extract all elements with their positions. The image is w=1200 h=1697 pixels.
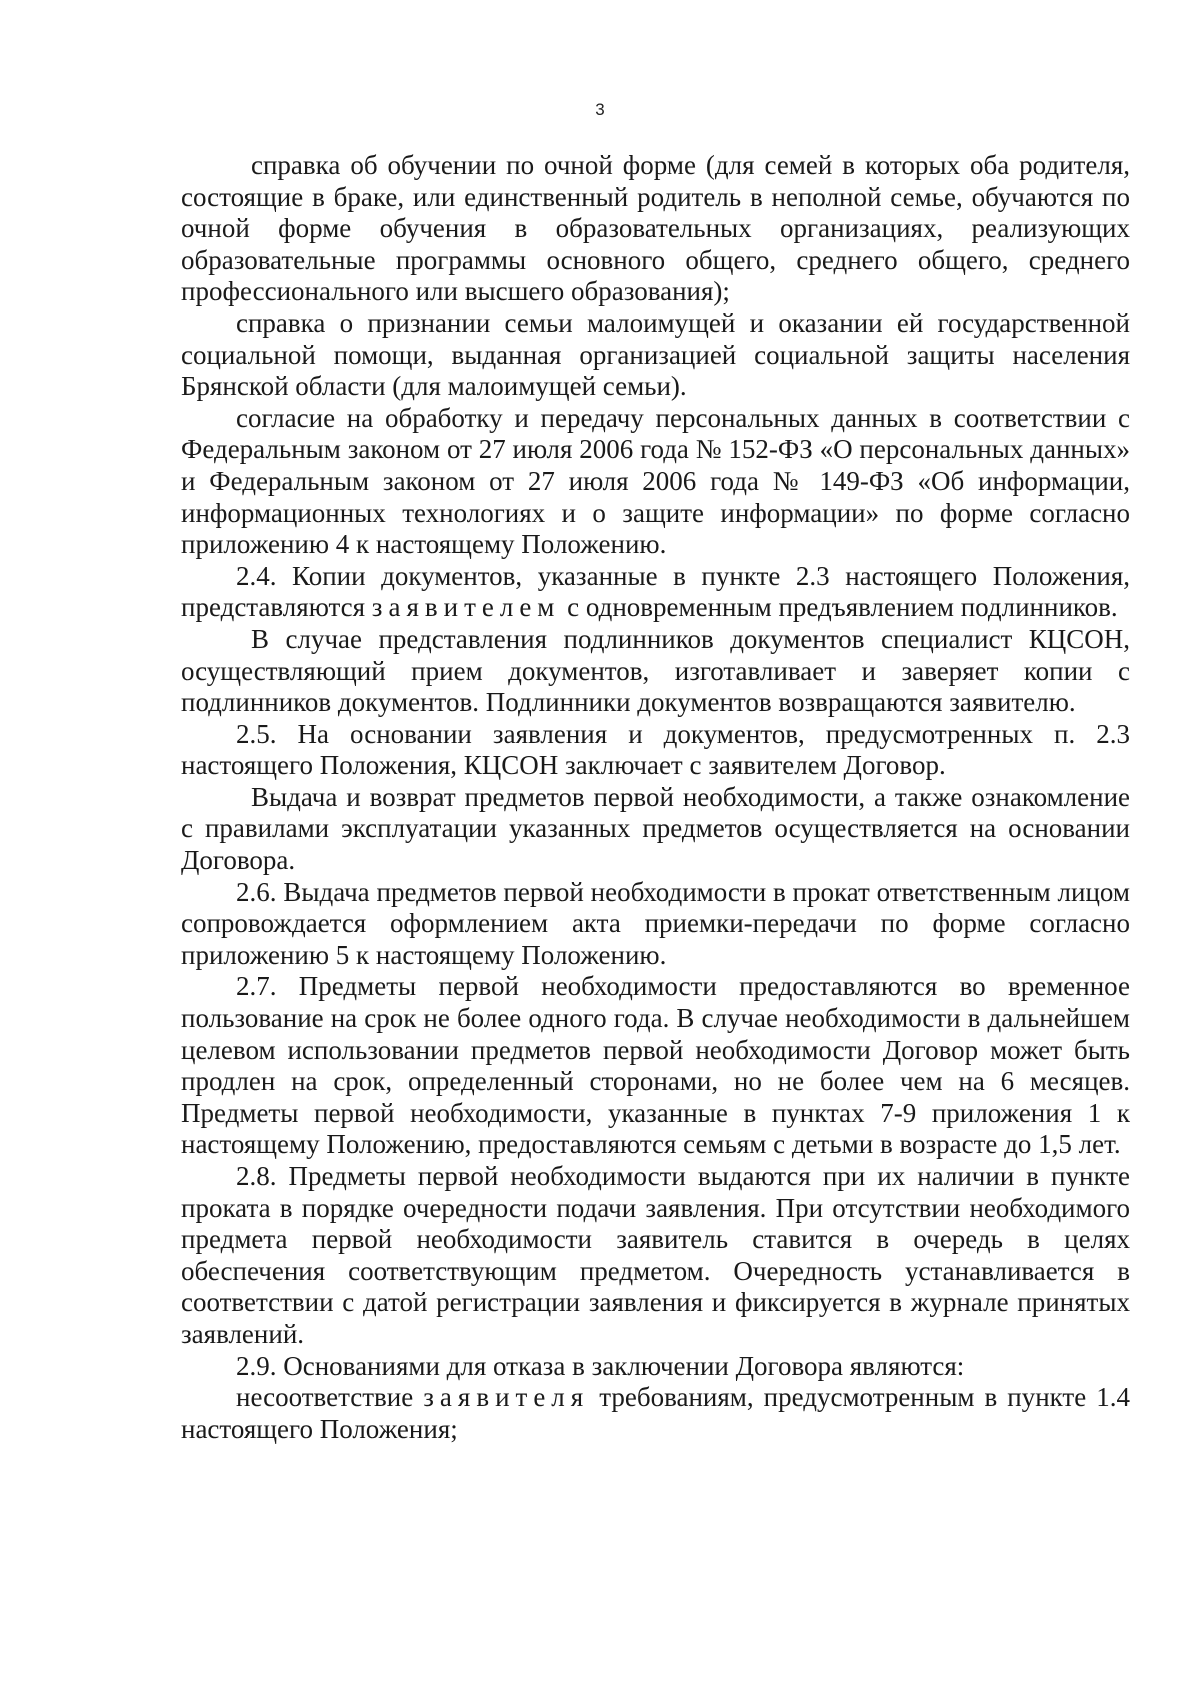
paragraph-certificate-education: справка об обучении по очной форме (для семей в которых оба родителя, состоящие в браке, или единственный родитель в неполной семье, обучаются по очной форме обучения в образовательных организациях, реализующих образовательные программы основного общего, среднего общего, среднего профессионального или высшего образования); (181, 150, 1130, 307)
document-body (181, 150, 1130, 1445)
paragraph-certificate-low-income: справка о признании семьи малоимущей и оказании ей государственной социальной помощи, выданная организацией социальной защиты населения Брянской области (для малоимущей семьи). (181, 307, 1130, 402)
paragraph-2-5: 2.5. На основании заявления и документов, предусмотренных п. 2.3 настоящего Положения, КЦСОН заключает с заявителем Договор. (181, 718, 1130, 781)
paragraph-2-4-applicant: заявителем (371, 592, 561, 623)
refusal-item-part-1: несоответствие (236, 1382, 424, 1413)
page-number: 3 (595, 100, 605, 119)
paragraph-refusal-item (181, 1382, 1130, 1445)
refusal-item-part-2: требованиям, предусмотренным в пункте 1.4 настоящего Положения; (181, 1382, 1130, 1444)
paragraph-2-6: 2.6. Выдача предметов первой необходимости в прокат ответственным лицом сопровождается оформлением акта приемки-передачи по форме согласно приложению 5 к настоящему Положению. (181, 876, 1130, 970)
paragraph-2-4 (181, 561, 1130, 624)
paragraph-2-8: 2.8. Предметы первой необходимости выдаются при их наличии в пункте проката в порядке очередности подачи заявления. При отсутствии необходимого предмета первой необходимости заявитель ставится в очередь в целях обеспечения соответствующим предметом. Очередность устанавливается в соответствии с датой регистрации заявления и фиксируется в журнале принятых заявлений. (181, 1161, 1130, 1349)
paragraph-2-9: 2.9. Основаниями для отказа в заключении Договора являются: (236, 1350, 965, 1381)
paragraph-originals: В случае представления подлинников документов специалист КЦСОН, осуществляющий прием документов, изготавливает и заверяет копии с подлинников документов. Подлинники документов возвращаются заявителю. (181, 623, 1130, 718)
paragraph-issue-return: Выдача и возврат предметов первой необходимости, а также ознакомление с правилами эксплуатации указанных предметов осуществляется на основании Договора. (181, 781, 1130, 876)
paragraph-2-4-part-2: с одновременным предъявлением подлинников. (560, 592, 1118, 623)
paragraph-2-4-part-1: 2.4. Копии документов, указанные в пункте 2.3 настоящего Положения, представляются (181, 560, 1130, 623)
refusal-item-applicant: заявителя (423, 1382, 590, 1413)
paragraph-consent-personal-data: согласие на обработку и передачу персональных данных в соответствии с Федеральным законом от 27 июля 2006 года № 152-ФЗ «О персональных данных» и Федеральным законом от 27 июля 2006 года № 149-ФЗ «Об информации, информационных технологиях и о защите информации» по форме согласно приложению 4 к настоящему Положению. (181, 402, 1130, 560)
paragraph-2-7: 2.7. Предметы первой необходимости предоставляются во временное пользование на срок не более одного года. В случае необходимости в дальнейшем целевом использовании предметов первой необходимости Договор может быть продлен на срок, определенный сторонами, но не более чем на 6 месяцев. Предметы первой необходимости, указанные в пунктах 7-9 приложения 1 к настоящему Положению, предоставляются семьям с детьми в возрасте до 1,5 лет. (181, 971, 1130, 1160)
